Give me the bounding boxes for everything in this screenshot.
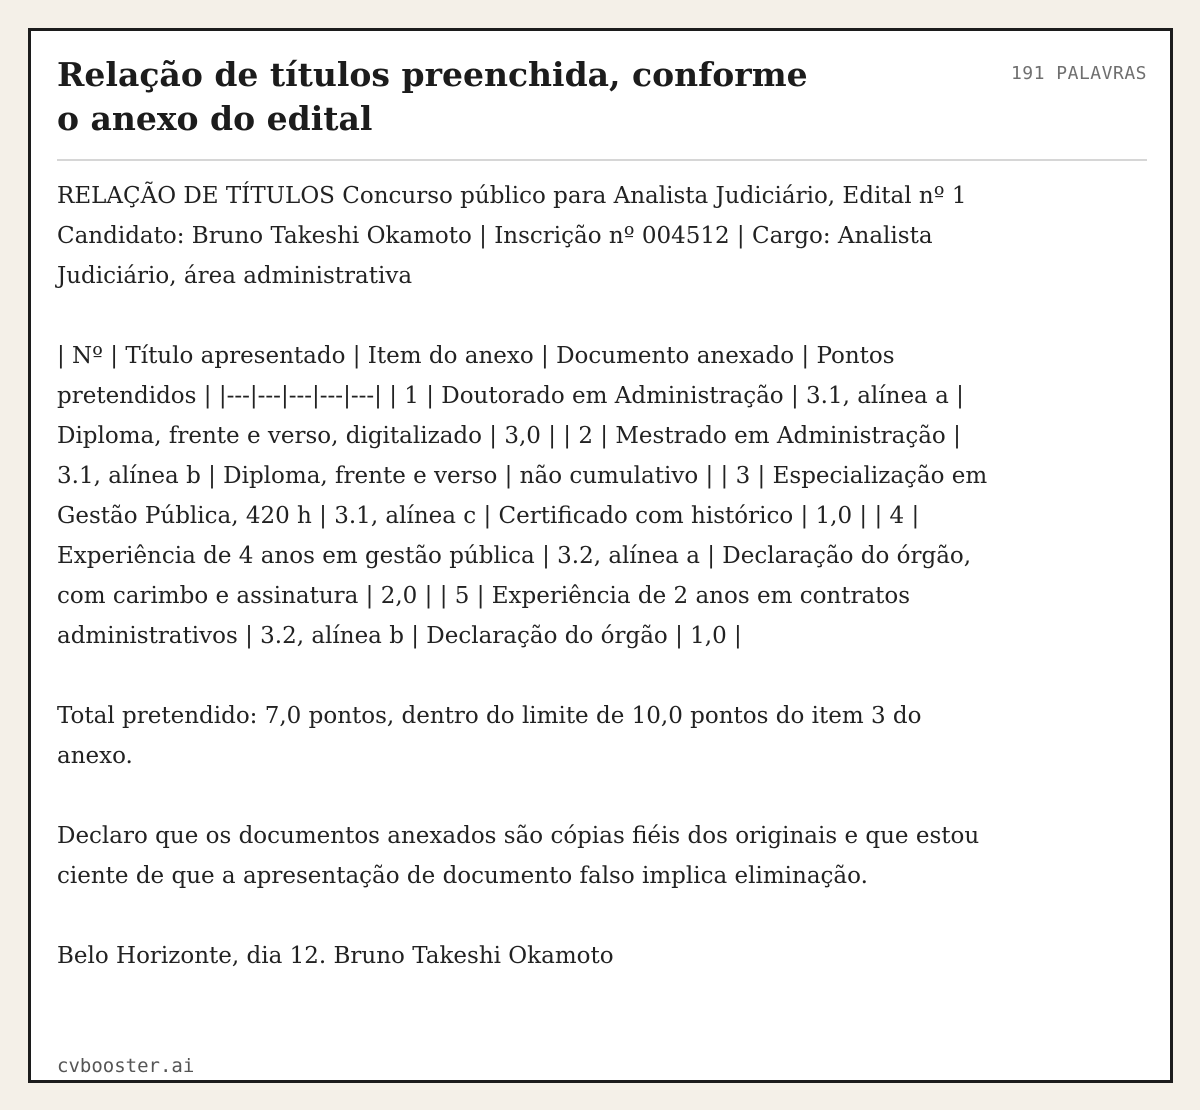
declaration-paragraph: Declaro que os documentos anexados são cópias fiéis dos originais e que estou ciente de que a apresentação de documento falso implica eliminação. bbox=[57, 823, 980, 889]
footer-brand: cvbooster.ai bbox=[57, 1055, 195, 1077]
word-count-label: 191 PALAVRAS bbox=[1010, 63, 1147, 84]
signature-paragraph: Belo Horizonte, dia 12. Bruno Takeshi Okamoto bbox=[57, 943, 614, 969]
header-divider bbox=[57, 159, 1147, 161]
total-paragraph: Total pretendido: 7,0 pontos, dentro do limite de 10,0 pontos do item 3 do anexo. bbox=[57, 703, 922, 769]
document-header bbox=[57, 53, 1147, 163]
titles-table-paragraph: | Nº | Título apresentado | Item do anexo | Documento anexado | Pontos pretendidos | |---|---|---|---|---| | 1 | Doutorado em Administração | 3.1, alínea a | Diploma, frente e verso, digitalizado | 3,0 | | 2 | Mestrado em Administração | 3.1, alínea b | Diploma, frente e verso | não cumulativo | | 3 | Especialização em Gestão Pública, 420 h | 3.1, alínea c | Certificado com histórico | 1,0 | | 4 | Experiência de 4 anos em gestão pública | 3.2, alínea a | Declaração do órgão, com carimbo e assinatura | 2,0 | | 5 | Experiência de 2 anos em contratos administrativos | 3.2, alínea b | Declaração do órgão | 1,0 | bbox=[57, 343, 988, 649]
document-card bbox=[28, 28, 1173, 1083]
document-title: Relação de títulos preenchida, conforme o anexo do edital bbox=[57, 55, 808, 138]
header-paragraph: RELAÇÃO DE TÍTULOS Concurso público para Analista Judiciário, Edital nº 1 Candidato: Bruno Takeshi Okamoto | Inscrição nº 004512 | Cargo: Analista Judiciário, área administrativa bbox=[57, 183, 967, 289]
document-body bbox=[57, 176, 1002, 976]
